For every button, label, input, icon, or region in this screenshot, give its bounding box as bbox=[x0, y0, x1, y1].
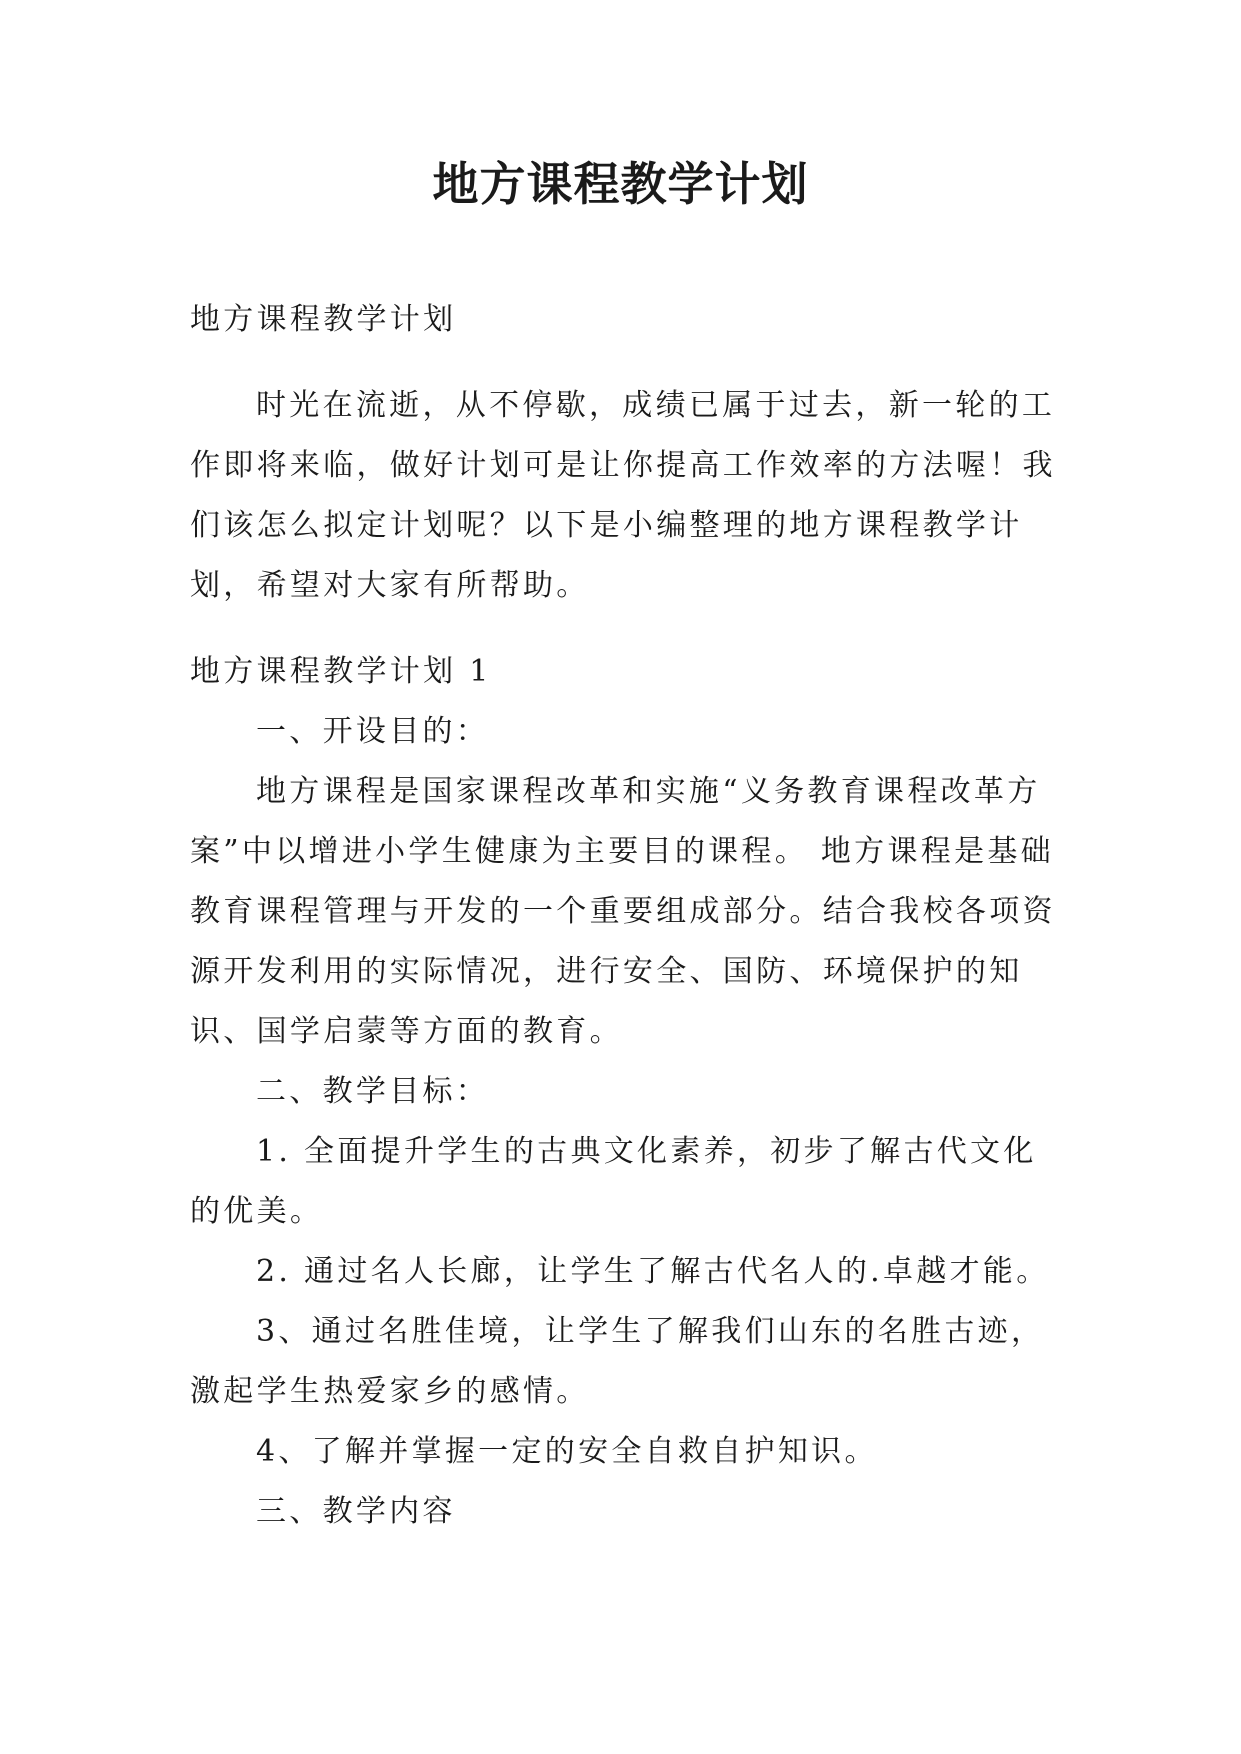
heading-purpose: 一、开设目的： bbox=[256, 714, 490, 749]
purpose-paragraph: 地方课程是国家课程改革和实施“义务教育课程改革方案”中以增进小学生健康为主要目的课程。 地方课程是基础教育课程管理与开发的一个重要组成部分。结合我校各项资源开发利用的实际情况，进行安全、国防、环境保护的知识、国学启蒙等方面的教育。 bbox=[190, 774, 1056, 1049]
goal-item-1: 1. 全面提升学生的古典文化素养，初步了解古代文化的优美。 bbox=[190, 1134, 1037, 1229]
goal-item-2: 2. 通过名人长廊，让学生了解古代名人的.卓越才能。 bbox=[256, 1254, 1050, 1289]
spacer bbox=[190, 350, 1060, 376]
document-subtitle: 地方课程教学计划 bbox=[190, 302, 457, 337]
document-title: 地方课程教学计划 bbox=[432, 157, 809, 211]
heading-content: 三、教学内容 bbox=[256, 1494, 456, 1529]
section-title: 地方课程教学计划 1 bbox=[190, 654, 492, 689]
goal-item-3: 3、通过名胜佳境，让学生了解我们山东的名胜古迹，激起学生热爱家乡的感情。 bbox=[190, 1314, 1045, 1409]
goal-item-4: 4、了解并掌握一定的安全自救自护知识。 bbox=[256, 1434, 878, 1469]
heading-goals: 二、教学目标： bbox=[256, 1074, 490, 1109]
spacer bbox=[190, 616, 1060, 642]
intro-paragraph: 时光在流逝，从不停歇，成绩已属于过去，新一轮的工作即将来临，做好计划可是让你提高工作效率的方法喔！我们该怎么拟定计划呢？以下是小编整理的地方课程教学计划，希望对大家有所帮助。 bbox=[190, 388, 1056, 603]
document-body bbox=[190, 290, 1060, 1542]
